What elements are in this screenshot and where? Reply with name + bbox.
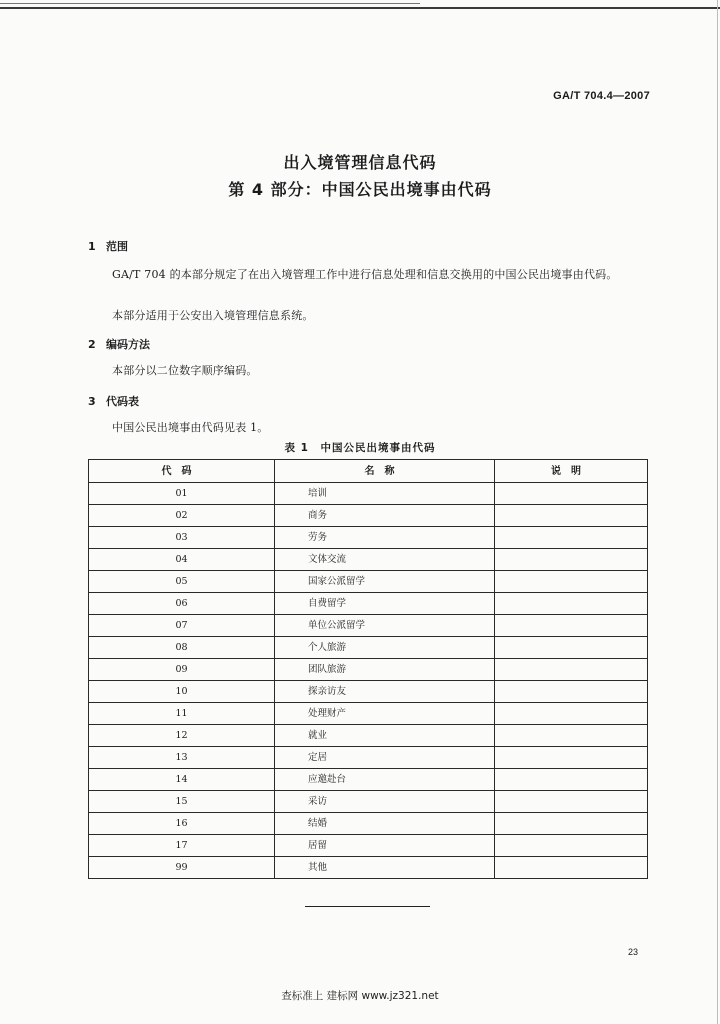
table-row: [89, 615, 648, 637]
section-number: 1: [88, 240, 96, 253]
cell-code: 17: [89, 835, 275, 857]
cell-note: [495, 549, 648, 571]
top-rule: [0, 7, 720, 9]
cell-note: [495, 659, 648, 681]
cell-code: 02: [89, 505, 275, 527]
cell-note: [495, 703, 648, 725]
cell-name: 居留: [275, 835, 495, 857]
cell-name: 采访: [275, 791, 495, 813]
cell-code: 10: [89, 681, 275, 703]
section-title: 编码方法: [106, 338, 150, 351]
table-header-row: [89, 460, 648, 483]
cell-note: [495, 505, 648, 527]
cell-note: [495, 857, 648, 879]
cell-code: 16: [89, 813, 275, 835]
cell-note: [495, 571, 648, 593]
cell-code: 04: [89, 549, 275, 571]
cell-note: [495, 527, 648, 549]
table-row: [89, 813, 648, 835]
paragraph-applicability: 本部分适用于公安出入境管理信息系统。: [112, 309, 314, 322]
table-row: [89, 549, 648, 571]
cell-code: 12: [89, 725, 275, 747]
cell-note: [495, 813, 648, 835]
table-row: [89, 681, 648, 703]
code-table: [88, 459, 648, 879]
table-row: [89, 725, 648, 747]
table-row: [89, 571, 648, 593]
cell-note: [495, 593, 648, 615]
document-subtitle: 第 4 部分：中国公民出境事由代码: [228, 180, 492, 199]
cell-name: 个人旅游: [275, 637, 495, 659]
cell-name: 文体交流: [275, 549, 495, 571]
cell-code: 13: [89, 747, 275, 769]
table-row: [89, 505, 648, 527]
cell-name: 就业: [275, 725, 495, 747]
section-heading-coding-method: [88, 336, 150, 352]
footer-rule: [305, 906, 430, 907]
document-title: 出入境管理信息代码: [283, 153, 437, 172]
cell-code: 03: [89, 527, 275, 549]
cell-code: 09: [89, 659, 275, 681]
table-row: [89, 703, 648, 725]
table-row: [89, 791, 648, 813]
table-body: [89, 483, 648, 879]
cell-code: 01: [89, 483, 275, 505]
section-title: 范围: [106, 240, 128, 253]
cell-name: 国家公派留学: [275, 571, 495, 593]
cell-name: 劳务: [275, 527, 495, 549]
cell-name: 探亲访友: [275, 681, 495, 703]
table-row: [89, 857, 648, 879]
cell-note: [495, 615, 648, 637]
cell-code: 05: [89, 571, 275, 593]
table-caption: 表 1 中国公民出境事由代码: [284, 442, 436, 454]
cell-code: 14: [89, 769, 275, 791]
section-heading-scope: [88, 238, 128, 254]
cell-code: 15: [89, 791, 275, 813]
section-number: 3: [88, 395, 96, 408]
standard-number: GA/T 704.4—2007: [553, 90, 650, 102]
column-header-name: 名称: [275, 460, 495, 483]
cell-note: [495, 769, 648, 791]
table-row: [89, 483, 648, 505]
section-heading-code-table: [88, 393, 139, 409]
cell-note: [495, 725, 648, 747]
cell-code: 99: [89, 857, 275, 879]
cell-note: [495, 637, 648, 659]
table-row: [89, 835, 648, 857]
cell-code: 08: [89, 637, 275, 659]
column-header-code: 代码: [89, 460, 275, 483]
table-row: [89, 747, 648, 769]
section-title: 代码表: [106, 395, 139, 408]
page-number: 23: [627, 947, 638, 957]
cell-name: 培训: [275, 483, 495, 505]
table-row: [89, 527, 648, 549]
table-row: [89, 637, 648, 659]
cell-name: 其他: [275, 857, 495, 879]
cell-name: 结婚: [275, 813, 495, 835]
watermark-text: 查标准上 建标网 www.jz321.net: [281, 990, 439, 1002]
cell-note: [495, 835, 648, 857]
table-row: [89, 769, 648, 791]
cell-note: [495, 791, 648, 813]
column-header-note: 说明: [495, 460, 648, 483]
cell-note: [495, 747, 648, 769]
cell-name: 定居: [275, 747, 495, 769]
cell-note: [495, 483, 648, 505]
cell-name: 自费留学: [275, 593, 495, 615]
cell-name: 商务: [275, 505, 495, 527]
cell-name: 单位公派留学: [275, 615, 495, 637]
paragraph-scope: GA/T 704 的本部分规定了在出入境管理工作中进行信息处理和信息交换用的中国公民出境事由代码。: [112, 268, 618, 281]
paragraph-coding-method: 本部分以二位数字顺序编码。: [112, 364, 258, 377]
cell-name: 应邀赴台: [275, 769, 495, 791]
cell-code: 06: [89, 593, 275, 615]
cell-code: 11: [89, 703, 275, 725]
paragraph-code-table: 中国公民出境事由代码见表 1。: [112, 421, 269, 434]
section-number: 2: [88, 338, 96, 351]
table-row: [89, 593, 648, 615]
cell-note: [495, 681, 648, 703]
cell-name: 处理财产: [275, 703, 495, 725]
table-row: [89, 659, 648, 681]
cell-code: 07: [89, 615, 275, 637]
top-scan-line: [0, 3, 420, 4]
cell-name: 团队旅游: [275, 659, 495, 681]
